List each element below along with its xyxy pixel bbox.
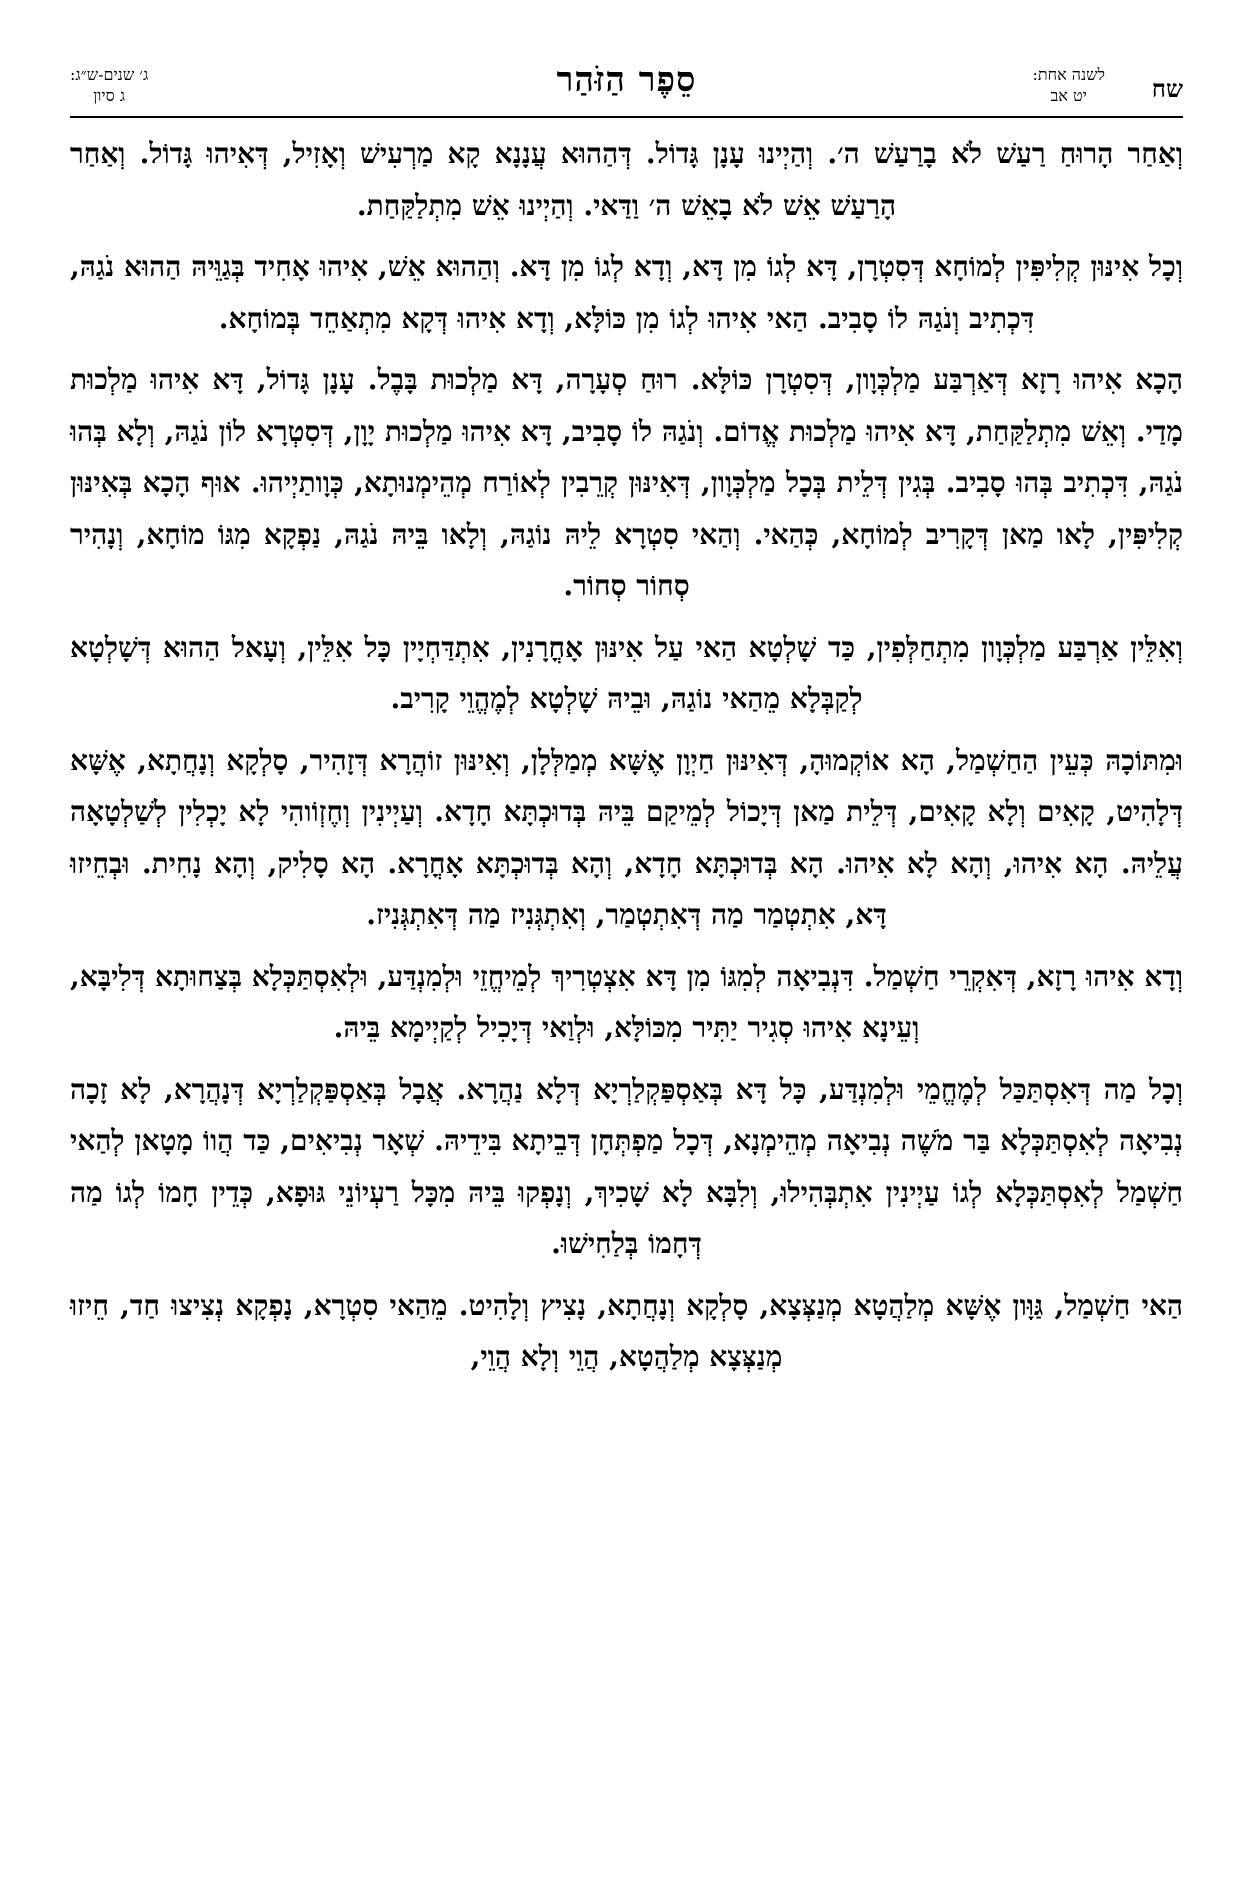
book-title: סֵפֶר הַזֹּהַר	[556, 60, 697, 100]
paragraph: וְאִלֵּין אַרְבַּע מַלְכְּוָון מִתְחַלְּפִין, כַּד שָׁלְטָא הַאי עַל אִינּוּן אָחֳרָנִין, אִתְדַּחְיָין כָּל אִלֵּין, וְעָאל הַהוּא דְּשָׁלְטָא לְקַבְּלָא מֵהַאי נוֹגַהּ, וּבֵיהּ שָׁלְטָא לְמֶהֱוֵי קָרִיב.	[70, 630, 1183, 715]
schedule-label: לשנה אחת:	[1032, 65, 1105, 84]
schedule-label: ג׳ שנים-ש״ג:	[70, 65, 149, 84]
reading-schedule-three-years	[70, 64, 148, 106]
page-header	[70, 60, 1183, 118]
schedule-date: ג סיון	[93, 86, 126, 105]
paragraph: וְאַחַר הָרוּחַ רַעַשׁ לֹא בָרַעַשׁ ה׳. וְהַיְינוּ עָנָן גָּדוֹל. דְּהַהוּא עֲנָנָא קָא מַרְעִישׁ וְאָזִיל, דְּאִיהוּ גָּדוֹל. וְאַחַר הָרַעַשׁ אֵשׁ לֹא בָאֵשׁ ה׳ וַדַּאי. וְהַיְינוּ אֵשׁ מִתְלַקַּחַת.	[70, 137, 1183, 222]
paragraph: וְכָל מַה דְּאִסְתַּכַּל לְמֶחֱמֵי וּלְמִנְדַּע, כָּל דָּא בְּאַסְפַּקְלַרְיָא דְּלָא נַהֲרָא. אֲבָל בְּאַסְפַּקְלַרְיָא דְּנָהֲרָא, לָא זָכָה נְבִיאָה לְאִסְתַּכְּלָא בַּר מֹשֶׁה נְבִיאָה מְהֵימְנָא, דְּכָל מַפְתְּחָן דְּבֵיתָא בִּידֵיהּ. שְׁאָר נְבִיאִים, כַּד הֲווֹ מָטָאן לְהַאי חַשְׁמַל לְאִסְתַּכְּלָא לְגוֹ עַיְינִין אִתְבְּהִילוּ, וְלִבָּא לָא שָׁכִיךְ, וְנָפְקוּ בֵּיהּ מִכָּל רַעְיוֹנֵי גּוּפָא, כְּדֵין חָמוֹ לְגוֹ מַה דְּחָמוֹ בְּלַחִישׁוּ.	[70, 1072, 1183, 1260]
schedule-date: יט אב	[1050, 86, 1087, 105]
page	[70, 60, 1183, 1860]
paragraph: וְכָל אִינּוּן קְלִיפִּין לְמוֹחָא דְּסִטְרָן, דָּא לְגוֹ מִן דָּא, וְדָא לְגוֹ מִן דָּא. וְהַהוּא אֵשׁ, אִיהוּ אָחִיד בְּגַוֵּיהּ הַהוּא נֹגַהּ, דִּכְתִיב וְנֹגַהּ לוֹ סָבִיב. הַאי אִיהוּ לְגוֹ מִן כּוֹלָּא, וְדָא אִיהוּ דְּקָא מִתְאַחֵד בְּמוֹחָא.	[70, 250, 1183, 335]
paragraph: הָכָא אִיהוּ רָזָא דְּאַרְבַּע מַלְכְּוָון, דְּסִטְרָן כּוֹלָּא. רוּחַ סְעָרָה, דָּא מַלְכוּת בָּבֶל. עָנָן גָּדוֹל, דָּא אִיהוּ מַלְכוּת מָדַי. וְאֵשׁ מִתְלַקַּחַת, דָּא אִיהוּ מַלְכוּת אֱדוֹם. וְנֹגַהּ לוֹ סָבִיב, דָּא אִיהוּ מַלְכוּת יָוָן, דְּסִטְרָא לוֹן נֹגַהּ, וְלָא בְּהוּ נֹגַהּ, דִּכְתִיב בְּהוּ סָבִיב. בְּגִין דְּלֵית בְּכָל מַלְכְּוָון, דְּאִינּוּן קְרֵבִין לְאוֹרַח מְהֵימְנוּתָא, כְּוָותַיְיהוּ. אוּף הָכָא בְּאִינּוּן קְלִיפִּין, לָאו מַאן דְּקָרִיב לְמוֹחָא, כְּהַאי. וְהַאי סִטְרָא לֵיהּ נוֹגַהּ, וְלָאו בֵּיהּ נֹגַהּ, נַפְקָא מִגּוֹ מוֹחָא, וְנָהִיר סְחוֹר סְחוֹר.	[70, 363, 1184, 602]
main-text	[70, 118, 1183, 1383]
paragraph: וּמִתּוֹכָהּ כְּעֵין הַחַשְׁמַל, הָא אוֹקְמוּהָ, דְּאִינּוּן חַיְוָן אֶשָּׁא מְמַלְּלָן, וְאִינּוּן זוֹהֲרָא דְּזָהִיר, סָלְקָא וְנָחֲתָא, אֶשָּׁא דְּלָהִיט, קָאִים וְלָא קָאִים, דְּלֵית מַאן דְּיָכוֹל לְמֵיקַם בֵּיהּ בְּדוּכְתָּא חָדָא. וְעַיְינִין וְחֶזְוֹוהִי לָא יָכְלִין לְשַׁלְטָאָה עֲלֵיהּ. הָא אִיהוּ, וְהָא לָא אִיהוּ. הָא בְּדוּכְתָּא חָדָא, וְהָא בְּדוּכְתָּא אָחֳרָא. הָא סָלִיק, וְהָא נָחִית. וּבְחֵיזוּ דָּא, אִתְטְמַר מַה דְּאִתְטְמַר, וְאִתְגְּנִיז מַה דְּאִתְגְּנִיז.	[70, 743, 1183, 931]
paragraph: וְדָא אִיהוּ רָזָא, דְּאִקְרֵי חַשְׁמַל. דִּנְבִיאָה לְמִגּוֹ מִן דָּא אִצְטְרִיךְ לְמֵיחֱזֵי וּלְמִנְדַּע, וּלְאִסְתַּכְּלָא בְּצַחוּתָא דְּלִיבָּא, וְעֵינָא אִיהוּ סְגִיר יַתִּיר מִכּוֹלָּא, וּלְוַאי דְּיָכִיל לְקַיְימָא בֵּיהּ.	[70, 959, 1183, 1044]
paragraph: הַאי חַשְׁמַל, גַּוָּון אֶשָּׁא מְלַהֲטָא מְנַצְּצָא, סָלְקָא וְנָחֲתָא, נָצִיץ וְלָהִיט. מֵהַאי סִטְרָא, נָפְקָא נְצִיצוּ חַד, חֵיזוּ מְנַצְּצָא מְלַהֲטָא, הֲוֵי וְלָא הֲוֵי,	[70, 1288, 1183, 1373]
page-number: שח	[1151, 74, 1183, 103]
